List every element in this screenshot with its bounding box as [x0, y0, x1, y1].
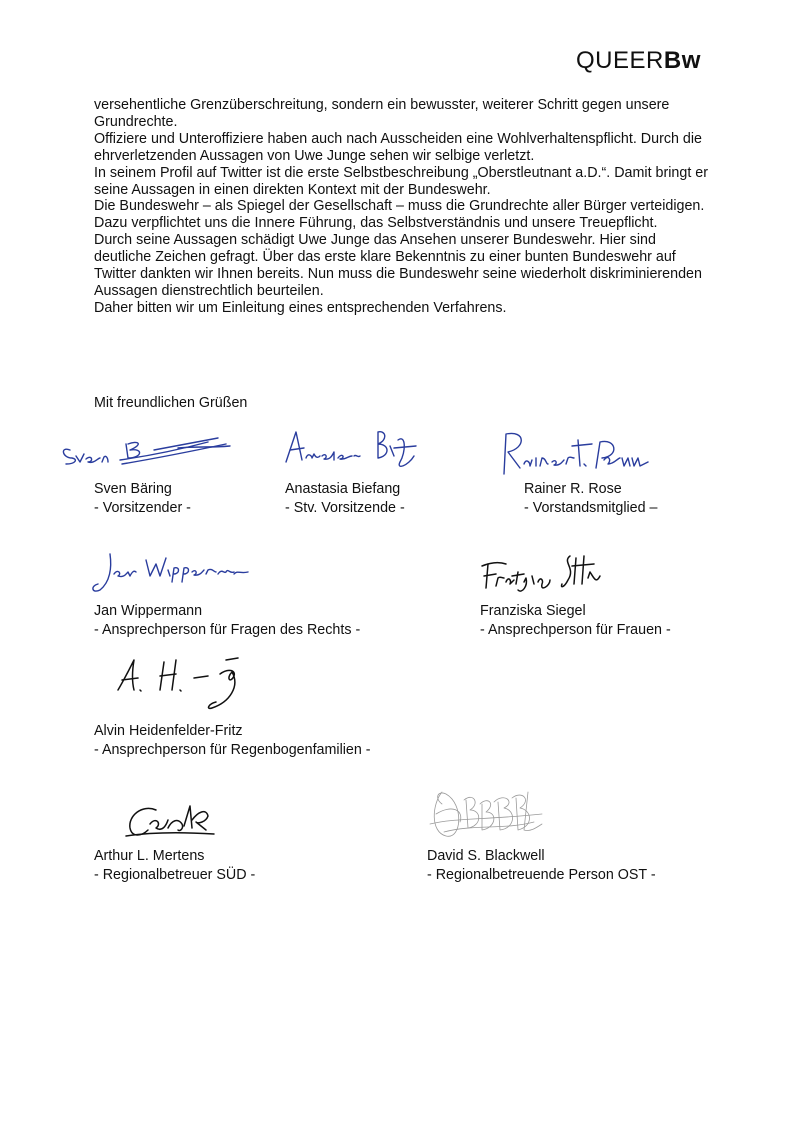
signatory-sven-baring — [94, 480, 191, 518]
signatory-role: - Ansprechperson für Regenbogenfamilien - — [94, 742, 371, 758]
signatory-arthur-mertens — [94, 847, 255, 885]
signature-alvin-heidenfelder-fritz — [110, 650, 260, 712]
signature-arthur-mertens — [122, 796, 222, 844]
signature-jan-wippermann — [88, 548, 248, 596]
paragraph: Die Bundeswehr – als Spiegel der Gesellschaft – muss die Grundrechte aller Bürger verteidigen. Dazu verpflichtet uns die Innere Führung, das Selbstverständnis und unsere Treuepflicht. — [94, 198, 705, 232]
signature-sven-baring — [58, 428, 238, 472]
signature-franziska-siegel — [476, 552, 616, 596]
signatory-rainer-rose — [524, 480, 658, 518]
logo-text-light: QUEER — [576, 47, 664, 74]
closing-greeting: Mit freundlichen Grüßen — [94, 395, 248, 411]
signatory-role: - Ansprechperson für Frauen - — [480, 622, 671, 638]
signatory-jan-wippermann — [94, 602, 360, 640]
signatory-role: - Vorsitzender - — [94, 500, 191, 516]
signatory-role: - Regionalbetreuende Person OST - — [427, 867, 656, 883]
queerbw-logo — [576, 47, 701, 75]
signatory-name: Alvin Heidenfelder-Fritz — [94, 723, 243, 739]
signatory-david-blackwell — [427, 847, 656, 885]
signatory-alvin-heidenfelder-fritz — [94, 722, 371, 760]
signature-david-blackwell — [424, 784, 546, 848]
signatory-name: David S. Blackwell — [427, 848, 545, 864]
logo-text-bold: Bw — [663, 47, 701, 74]
signatory-franziska-siegel — [480, 602, 671, 640]
paragraph: Offiziere und Unteroffiziere haben auch nach Ausscheiden eine Wohlverhaltenspflicht. Durch die ehrverletzenden Aussagen von Uwe Junge sehen wir selbige verletzt. — [94, 130, 702, 164]
letter-body — [94, 97, 714, 317]
signatory-role: - Stv. Vorsitzende - — [285, 500, 405, 516]
paragraph: Durch seine Aussagen schädigt Uwe Junge das Ansehen unserer Bundeswehr. Hier sind deutliche Zeichen gefragt. Über das erste klare Bekenntnis zu einer bunten Bundeswehr auf Twitter dankten wir Ihnen bereits. Nun muss die Bundeswehr seine wiederholt diskriminierenden Aussagen dienstrechtlich beurteilen. — [94, 232, 702, 299]
signatory-name: Anastasia Biefang — [285, 481, 401, 497]
paragraph: In seinem Profil auf Twitter ist die erste Selbstbeschreibung „Oberstleutnant a.D.“. Damit bringt er seine Aussagen in einen direkten Kontext mit der Bundeswehr. — [94, 164, 708, 198]
paragraph: Daher bitten wir um Einleitung eines entsprechenden Verfahrens. — [94, 299, 507, 316]
signatory-role: - Vorstandsmitglied – — [524, 500, 658, 516]
signatory-name: Arthur L. Mertens — [94, 848, 205, 864]
signatory-name: Jan Wippermann — [94, 603, 203, 619]
signatory-name: Sven Bäring — [94, 481, 172, 497]
signatory-name: Rainer R. Rose — [524, 481, 622, 497]
signatory-role: - Regionalbetreuer SÜD - — [94, 867, 256, 883]
signatory-role: - Ansprechperson für Fragen des Rechts - — [94, 622, 361, 638]
signature-anastasia-biefang — [282, 426, 422, 474]
paragraph: versehentliche Grenzüberschreitung, sondern ein bewusster, weiterer Schritt gegen unsere Grundrechte. — [94, 97, 670, 130]
signatory-anastasia-biefang — [285, 480, 405, 518]
signatory-name: Franziska Siegel — [480, 603, 586, 619]
signature-rainer-rose — [496, 428, 656, 478]
